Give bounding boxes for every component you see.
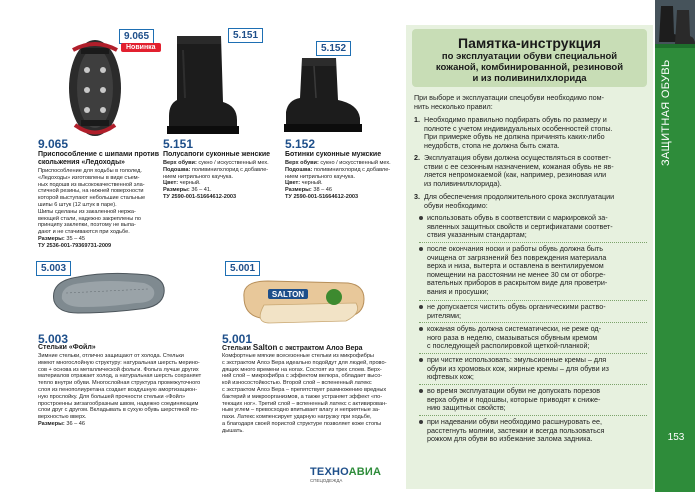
bullet-line: при надевании обуви необходимо расшнуровать ее,: [427, 417, 602, 426]
rule-3: [414, 193, 650, 210]
product-desc-5151: [163, 160, 283, 201]
desc-line: Приспособление для ходьбы в гололед.: [38, 168, 142, 174]
bullet-line: явленных защитных свойств и сертификатами соответ-: [427, 221, 613, 231]
bullet-line: верха и низа, вытерта и оставлена в вентилируемом: [427, 261, 604, 271]
bullet-item: [419, 245, 649, 297]
bullet-divider: [419, 242, 647, 243]
rule-line: полноте с учетом индивидуальных особенностей стопы.: [424, 123, 613, 133]
bullet-line: вания и просушки;: [427, 286, 489, 296]
instruction-header: [412, 29, 647, 87]
logo-sub: СПЕЦОДЕЖДА: [310, 478, 343, 483]
bullet-line: с последующей располировкой щеткой-планкой;: [427, 341, 590, 351]
desc-line: слои друг с другом. Вкладывать в сухую обувь шерстяной по-: [38, 407, 199, 414]
desc-line: Шипы сделаны из закаленной нержа-: [38, 208, 136, 215]
felt-boot-image: [163, 30, 241, 136]
product-code-tag-5001: 5.001: [225, 261, 260, 276]
color-line: [163, 180, 283, 187]
desc-line: дящих много времени на ногах. Состоят из трех слоев. Верх-: [222, 366, 382, 373]
upper-label: Верх обуви:: [285, 160, 319, 166]
logo-main: [310, 466, 381, 478]
bullet-divider: [419, 415, 647, 416]
product-desc-5152: [285, 160, 405, 201]
sizes-value: 36 – 46: [66, 420, 86, 427]
bullet-item: [419, 387, 649, 413]
sizes-label: Размеры:: [163, 187, 190, 194]
bullet-item: [419, 214, 649, 240]
bullet-divider: [419, 384, 647, 385]
boots-thumbnail-image: [655, 0, 695, 48]
desc-line: дают и не стачиваются при ходьбе.: [38, 229, 130, 236]
desc-line: а благодаря своей пористой структуре позволяет коже стопы: [222, 420, 382, 427]
intro-line: При выборе и эксплуатации спецобуви необходимо пом-: [414, 93, 605, 102]
desc-line: Зимние стельки, отлично защищают от холода. Стельки: [38, 353, 184, 359]
intro-line: нить несколько правил:: [414, 101, 493, 111]
bullet-line: кожаная обувь должна систематически, не реже од-: [427, 324, 602, 333]
desc-line: тепло внутри обуви. Многослойная структура промежуточного: [38, 380, 201, 387]
bullet-line: расстегнуть молнии, застежки и всегда пользоваться: [427, 425, 605, 435]
product-desc-5001: [222, 353, 402, 435]
bullet-dot-icon: [419, 327, 423, 331]
bullet-dot-icon: [419, 305, 423, 309]
sole-value: поливинилхлорид с добавле-: [191, 166, 269, 173]
product-title-9065: [38, 151, 168, 167]
product-code-tag-9065: 9.065: [119, 29, 154, 44]
bullet-line: после окончания носки и работы обувь должна быть: [427, 244, 604, 253]
product-title-5151: [163, 151, 283, 159]
title-brand: Salton: [252, 343, 278, 352]
title-suffix: с экстрактом Алоэ Вера: [277, 345, 363, 352]
insole-brand-text: SALTON: [271, 290, 305, 299]
product-code-5151: 5.151: [163, 137, 194, 151]
bullet-line: при чистке использовать: эмульсионные кремы – для: [427, 355, 607, 364]
rule-line: ляется непромокаемой (как, например, резиновая или: [424, 170, 607, 180]
title-line: Приспособление с шипами против: [38, 151, 160, 158]
rule-1: [414, 116, 650, 150]
desc-line: кой износостойкостью. Второй слой – вспененный латекс: [222, 380, 372, 387]
tu-line: ТУ 2536-001-79369731-2009: [38, 242, 112, 249]
instruction-subtitle-line: и из поливинилхлорида: [472, 73, 587, 84]
bullet-item: [419, 356, 649, 382]
product-code-tag-5003: 5.003: [36, 261, 71, 276]
ice-grip-image: [45, 30, 140, 140]
product-desc-9065: [38, 168, 178, 250]
desc-line: пахи. Латекс компенсирует ударную нагрузку при ходьбе,: [222, 414, 372, 421]
tu-line: ТУ 2590-001-51664612-2003: [285, 193, 359, 200]
desc-line: сов + основа из металлической фольги. Фольга лучше других: [38, 366, 199, 373]
section-label: ЗАЩИТНАЯ ОБУВЬ: [660, 60, 672, 167]
sizes-value: 38 – 46: [313, 187, 333, 194]
desc-line: материалов отражает холод, а натуральная шерсть сохраняет: [38, 373, 202, 380]
rule-line: неудобств, стопа не должна быть сжата.: [424, 140, 560, 150]
bullet-line: верха обуви и подошвы, которые приводят к сниже-: [427, 394, 601, 404]
rule-line: При примерке обувь не должна причинять каких-либо: [424, 132, 605, 142]
product-code-5003: 5.003: [38, 332, 69, 346]
bullet-item: [419, 303, 649, 320]
rule-line: Для обеспечения продолжительного срока эксплуатации: [424, 192, 615, 201]
desc-line: дышать.: [222, 427, 244, 434]
bullet-divider: [419, 300, 647, 301]
sole-value: поливинилхлорид с добавле-: [313, 166, 391, 173]
bullet-line: не допускается чистить обувь органическими раство-: [427, 302, 606, 311]
desc-line: принципу заклепки, поэтому не выпа-: [38, 222, 136, 229]
bullet-line: юфтевых кож;: [427, 372, 474, 382]
bullet-dot-icon: [419, 216, 423, 220]
desc-line: простроенны зигзагообразным швом, надежно соединяющим: [38, 400, 199, 407]
desc-line: которой выступают небольшие стальные: [38, 195, 146, 202]
desc-line: теющих ног». Третий слой – вспененный латекс с активирован-: [222, 400, 388, 407]
color-value: черный.: [179, 180, 201, 187]
instruction-subtitle-line: кожаной, комбинированной, резиновой: [435, 62, 624, 73]
upper-line: [163, 160, 283, 167]
upper-line: [285, 160, 405, 167]
rule-line: обуви необходимо:: [424, 200, 488, 210]
rule-number: 1.: [414, 115, 420, 124]
desc-line: ных подошв из высококачественной эла-: [38, 181, 145, 188]
color-label: Цвет:: [163, 180, 179, 187]
bullet-line: ного раза в неделю, смазываться обувным кремом: [427, 332, 598, 342]
color-line: [285, 180, 405, 187]
product-code-tag-5151: 5.151: [228, 28, 263, 43]
product-code-5001: 5.001: [222, 332, 253, 346]
title-line: Ботинки суконные мужские: [285, 151, 382, 158]
bullet-line: использовать обувь в соответствии с маркировкой за-: [427, 213, 608, 222]
logo-main-b: АВИА: [348, 466, 382, 478]
desc-line: ний слой – микрофибра с эффектом велюра, обладает высо-: [222, 373, 383, 380]
product-code-tag-5152: 5.152: [316, 41, 351, 56]
product-title-5003: [38, 344, 158, 352]
upper-value: сукно / искусственный мех.: [198, 160, 269, 166]
logo-main-a: ТЕХНО: [310, 466, 349, 478]
sizes-label: Размеры:: [38, 235, 65, 242]
sizes-line: [38, 421, 216, 428]
bullet-item: [419, 418, 649, 444]
sole-line: [163, 167, 283, 174]
upper-value: сукно / искусственный мех.: [320, 160, 391, 166]
bullet-divider: [419, 353, 647, 354]
product-title-5001: [222, 344, 392, 353]
bullet-line: обуви из хромовых кож, жирные кремы – для обуви из: [427, 363, 609, 373]
bullet-line: во время эксплуатации обуви не допускать порезов: [427, 386, 601, 395]
product-desc-5003: [38, 353, 216, 428]
desc-line: с экстрактом Алоэ Вера идеально подойдут для людей, прово-: [222, 359, 387, 366]
product-code-5152: 5.152: [285, 137, 316, 151]
rule-line: из поливинилхлорида).: [424, 178, 502, 188]
title-prefix: Стельки: [222, 345, 253, 352]
sole-label: Подошва:: [285, 166, 313, 173]
sizes-line: [285, 187, 405, 194]
instruction-title: Памятка-инструкция: [458, 35, 601, 51]
sizes-label: Размеры:: [285, 187, 312, 194]
bullet-line: нию защитных свойств;: [427, 403, 506, 413]
color-value: черный.: [301, 180, 323, 187]
desc-line: бактерий и микроорганизмов, а также устраняет эффект «по-: [222, 393, 383, 400]
sole-value-cont: нием нитрильного каучука.: [285, 173, 356, 180]
technoavia-logo: [310, 466, 381, 483]
sizes-value: 36 – 41.: [191, 187, 212, 194]
rule-line: ствии с ее сезонным назначением, кожаная обувь не яв-: [424, 161, 614, 171]
desc-line: стичной резины, на нижней поверхности: [38, 188, 144, 195]
bullet-line: помещении на расстоянии не менее 30 см от обогре-: [427, 269, 606, 279]
desc-line: слоя из пенополиуретана создает воздушную амортизацион-: [38, 386, 198, 393]
sole-label: Подошва:: [163, 166, 191, 173]
sole-value-cont: нием нитрильного каучука.: [163, 173, 234, 180]
title-line: скольжения «Ледоходы»: [38, 159, 125, 166]
instruction-intro: [414, 94, 650, 111]
page-number: 153: [667, 432, 685, 443]
desc-line: «Ледоходы» изготовлены в виде съем-: [38, 174, 140, 181]
bullet-divider: [419, 322, 647, 323]
desc-line: ным углем – превосходно впитывает влагу и неприятные за-: [222, 407, 380, 414]
bullet-line: рожком для обуви во избежание залома задника.: [427, 434, 593, 444]
upper-label: Верх обуви:: [163, 160, 197, 166]
desc-line: имеют многослойную структуру: натуральная шерсть мерино-: [38, 359, 200, 366]
sizes-line: [38, 236, 178, 243]
product-code-9065: 9.065: [38, 137, 69, 151]
bullet-dot-icon: [419, 247, 423, 251]
bullet-dot-icon: [419, 358, 423, 362]
desc-line: Комфортные мягкие всесезонные стельки из микрофибры: [222, 353, 374, 359]
rule-number: 2.: [414, 153, 420, 162]
rule-2: [414, 154, 650, 188]
bullet-line: ствия указанным стандартам;: [427, 230, 527, 240]
desc-line: верхностью вверх.: [38, 414, 87, 421]
desc-line: веющей стали, надежно закреплены по: [38, 215, 142, 222]
bullet-line: рителями;: [427, 310, 462, 320]
salton-insole-image: [238, 275, 368, 327]
desc-line: шипы 6 штук (12 штук в паре).: [38, 201, 117, 208]
bullet-dot-icon: [419, 420, 423, 424]
title-line: Полусапоги суконные женские: [163, 151, 271, 158]
bullet-line: очищена от загрязнений без повреждения материала: [427, 252, 607, 262]
bullet-dot-icon: [419, 389, 423, 393]
rule-line: Необходимо правильно подбирать обувь по размеру и: [424, 115, 607, 124]
instruction-subtitle-line: по эксплуатации обуви специальной: [441, 51, 618, 62]
color-label: Цвет:: [285, 180, 301, 187]
bullet-item: [419, 325, 649, 351]
sizes-value: 35 – 45: [66, 235, 86, 242]
rule-number: 3.: [414, 192, 420, 201]
product-title-5152: [285, 151, 405, 159]
sole-line: [285, 167, 405, 174]
sizes-label: Размеры:: [38, 420, 65, 427]
new-badge: Новинка: [121, 43, 161, 52]
tu-line: ТУ 2590-001-51664612-2003: [163, 193, 237, 200]
desc-line: с экстрактом Алоэ Вера – препятствует размножению вредных: [222, 386, 387, 393]
sizes-line: [163, 187, 283, 194]
desc-line: ную прослойку. Для большей прочности стельки «Фойл»: [38, 393, 186, 400]
bullet-line: вательных приборов в раскрытом виде для проветри-: [427, 278, 608, 288]
felt-ankle-boot-image: [282, 52, 364, 136]
rule-line: Эксплуатация обуви должна осуществляться в соответ-: [424, 153, 611, 162]
foil-insole-image: [48, 263, 168, 321]
title-line: Стельки «Фойл»: [38, 344, 96, 351]
